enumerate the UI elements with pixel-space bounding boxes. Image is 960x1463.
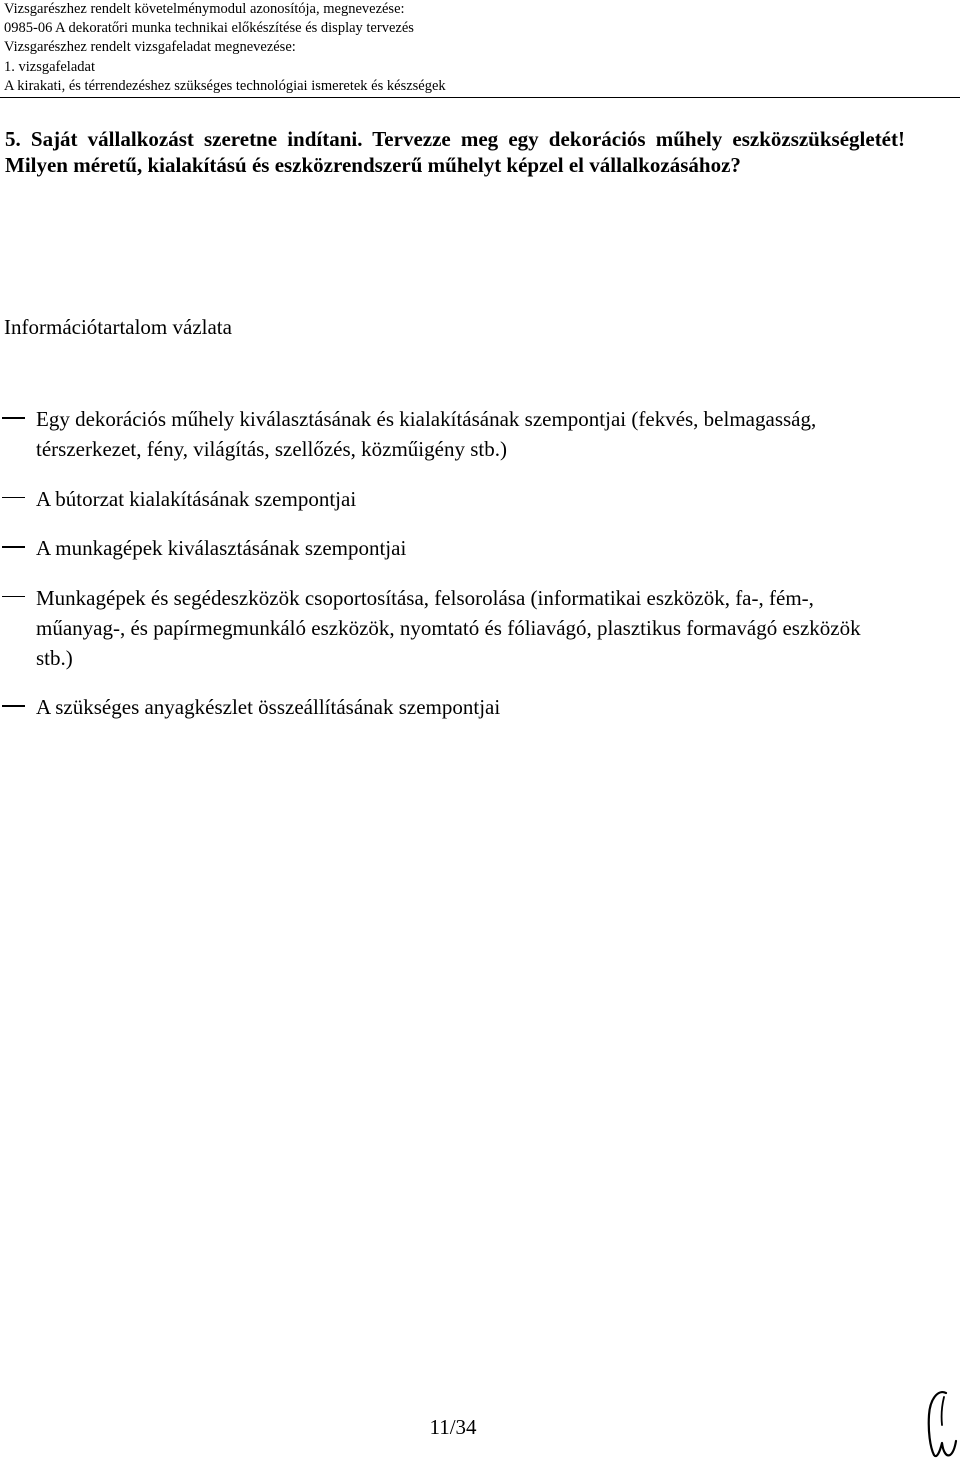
list-item-text: A munkagépek kiválasztásának szempontjai bbox=[36, 536, 407, 560]
outline-title: Információtartalom vázlata bbox=[4, 315, 232, 339]
dash-bullet bbox=[2, 417, 25, 419]
list-item bbox=[0, 533, 900, 563]
dash-bullet bbox=[2, 497, 25, 499]
list-item bbox=[0, 404, 900, 464]
list-item-text: A bútorzat kialakításának szempontjai bbox=[36, 486, 357, 511]
header-divider bbox=[0, 97, 960, 98]
dash-bullet bbox=[2, 596, 25, 598]
list-item-text: Munkagépek és segédeszközök csoportosítása, felsorolása (informatikai eszközök, fa-, fém-, műanyag-, és papírmegmunkáló eszközök, nyomtató és fóliavágó, plasztikus formavágó eszközök stb.) bbox=[36, 585, 861, 670]
list-item bbox=[0, 692, 900, 722]
header-line-task-name: A kirakati, és térrendezéshez szükséges technológiai ismeretek és készségek bbox=[4, 77, 446, 94]
header-line-task-label: Vizsgarészhez rendelt vizsgafeladat megnevezése: bbox=[4, 39, 296, 56]
dash-bullet bbox=[2, 705, 25, 707]
outline-list bbox=[0, 404, 900, 742]
list-item-text: A szükséges anyagkészlet összeállításának szempontjai bbox=[36, 695, 501, 719]
exam-question: 5. Saját vállalkozást szeretne indítani. Tervezze meg egy dekorációs műhely eszközszükségletét! Milyen méretű, kialakítású és eszközrendszerű műhelyt képzel el vállalkozásához? bbox=[5, 127, 905, 177]
signature-mark bbox=[920, 1385, 958, 1463]
page-number: 11/34 bbox=[429, 1415, 477, 1439]
header-line-task-number: 1. vizsgafeladat bbox=[4, 58, 95, 75]
header-line-module-label: Vizsgarészhez rendelt követelménymodul azonosítója, megnevezése: bbox=[4, 1, 405, 17]
list-item-text: Egy dekorációs műhely kiválasztásának és kialakításának szempontjai (fekvés, belmagasság, térszerkezet, fény, világítás, szellőzés, közműigény stb.) bbox=[36, 407, 817, 461]
dash-bullet bbox=[2, 546, 25, 548]
document-header bbox=[4, 0, 954, 96]
list-item bbox=[0, 484, 900, 514]
list-item bbox=[0, 583, 900, 673]
header-line-module-name: 0985-06 A dekoratőri munka technikai előkészítése és display tervezés bbox=[4, 20, 414, 37]
